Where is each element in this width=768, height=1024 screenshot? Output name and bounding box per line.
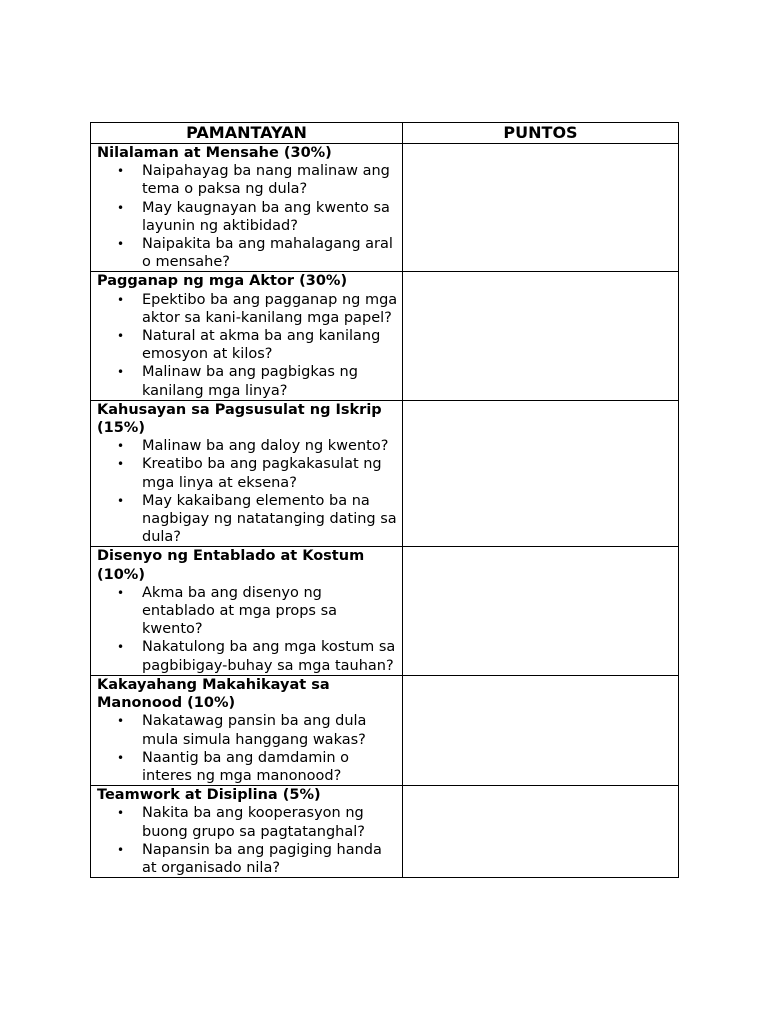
criteria-item — [97, 327, 398, 363]
criteria-item — [97, 584, 398, 639]
criteria-item — [97, 455, 398, 491]
criteria-title: Disenyo ng Entablado at Kostum (10%) — [97, 548, 365, 583]
criteria-list — [97, 291, 398, 400]
bullet-icon: • — [117, 439, 125, 454]
criteria-item-text: Naantig ba ang damdamin o interes ng mga manonood? — [142, 749, 350, 784]
criteria-title: Pagganap ng mga Aktor (30%) — [97, 273, 348, 290]
criteria-item-text: Napansin ba ang pagiging handa at organisado nila? — [142, 841, 382, 876]
criteria-item — [97, 638, 398, 674]
criteria-list — [97, 437, 398, 546]
rubric-row — [91, 144, 679, 272]
criteria-item — [97, 804, 398, 840]
criteria-item-text: Malinaw ba ang daloy ng kwento? — [142, 438, 389, 455]
criteria-item — [97, 235, 398, 271]
header-criteria: PAMANTAYAN — [91, 123, 403, 144]
criteria-item-text: Malinaw ba ang pagbigkas ng kanilang mga linya? — [142, 364, 358, 399]
criteria-cell — [91, 144, 403, 272]
rubric-row — [91, 547, 679, 675]
criteria-item-text: Nakatulong ba ang mga kostum sa pagbibigay-buhay sa mga tauhan? — [142, 639, 396, 674]
criteria-cell — [91, 400, 403, 547]
points-cell[interactable] — [403, 272, 679, 400]
criteria-list — [97, 584, 398, 675]
criteria-list — [97, 162, 398, 271]
criteria-item — [97, 437, 398, 455]
bullet-icon: • — [117, 292, 125, 307]
criteria-cell — [91, 786, 403, 878]
criteria-item-text: Nakita ba ang kooperasyon ng buong grupo sa pagtatanghal? — [142, 805, 365, 840]
criteria-item — [97, 749, 398, 785]
criteria-title: Nilalaman at Mensahe (30%) — [97, 145, 332, 161]
criteria-item — [97, 291, 398, 327]
criteria-item-text: Natural at akma ba ang kanilang emosyon at kilos? — [142, 328, 381, 363]
bullet-icon: • — [117, 750, 125, 765]
criteria-item — [97, 841, 398, 877]
bullet-icon: • — [117, 493, 125, 508]
bullet-icon: • — [117, 329, 125, 344]
points-cell[interactable] — [403, 675, 679, 785]
criteria-list — [97, 804, 398, 877]
criteria-cell — [91, 547, 403, 675]
criteria-item — [97, 712, 398, 748]
rubric-row — [91, 675, 679, 785]
criteria-cell — [91, 272, 403, 400]
criteria-item-text: May kakaibang elemento ba na nagbigay ng natatanging dating sa dula? — [142, 492, 397, 546]
points-cell[interactable] — [403, 400, 679, 547]
bullet-icon: • — [117, 365, 125, 380]
criteria-item-text: May kaugnayan ba ang kwento sa layunin ng aktibidad? — [142, 199, 390, 234]
bullet-icon: • — [117, 842, 125, 857]
bullet-icon: • — [117, 806, 125, 821]
criteria-item-text: Kreatibo ba ang pagkakasulat ng mga linya at eksena? — [142, 456, 382, 491]
criteria-list — [97, 712, 398, 785]
rubric-row — [91, 786, 679, 878]
bullet-icon: • — [117, 640, 125, 655]
criteria-item-text: Naipakita ba ang mahalagang aral o mensahe? — [142, 236, 393, 271]
criteria-item — [97, 162, 398, 198]
criteria-item-text: Nakatawag pansin ba ang dula mula simula hanggang wakas? — [142, 713, 367, 748]
rubric-table — [90, 122, 679, 878]
bullet-icon: • — [117, 237, 125, 252]
rubric-row — [91, 272, 679, 400]
header-points: PUNTOS — [403, 123, 679, 144]
bullet-icon: • — [117, 164, 125, 179]
criteria-title: Kakayahang Makahikayat sa Manonood (10%) — [97, 676, 330, 712]
criteria-item — [97, 199, 398, 235]
points-cell[interactable] — [403, 786, 679, 878]
criteria-item-text: Epektibo ba ang pagganap ng mga aktor sa kani-kanilang mga papel? — [142, 291, 398, 326]
bullet-icon: • — [117, 714, 125, 729]
criteria-item-text: Naipahayag ba nang malinaw ang tema o paksa ng dula? — [142, 163, 390, 198]
criteria-cell — [91, 675, 403, 785]
criteria-title: Kahusayan sa Pagsusulat ng Iskrip (15%) — [97, 401, 382, 437]
criteria-title: Teamwork at Disiplina (5%) — [97, 787, 321, 804]
header-row — [91, 123, 679, 144]
bullet-icon: • — [117, 585, 125, 600]
points-cell[interactable] — [403, 144, 679, 272]
criteria-item — [97, 492, 398, 547]
bullet-icon: • — [117, 200, 125, 215]
criteria-item — [97, 363, 398, 399]
bullet-icon: • — [117, 457, 125, 472]
criteria-item-text: Akma ba ang disenyo ng entablado at mga props sa kwento? — [142, 584, 338, 638]
rubric-row — [91, 400, 679, 547]
points-cell[interactable] — [403, 547, 679, 675]
